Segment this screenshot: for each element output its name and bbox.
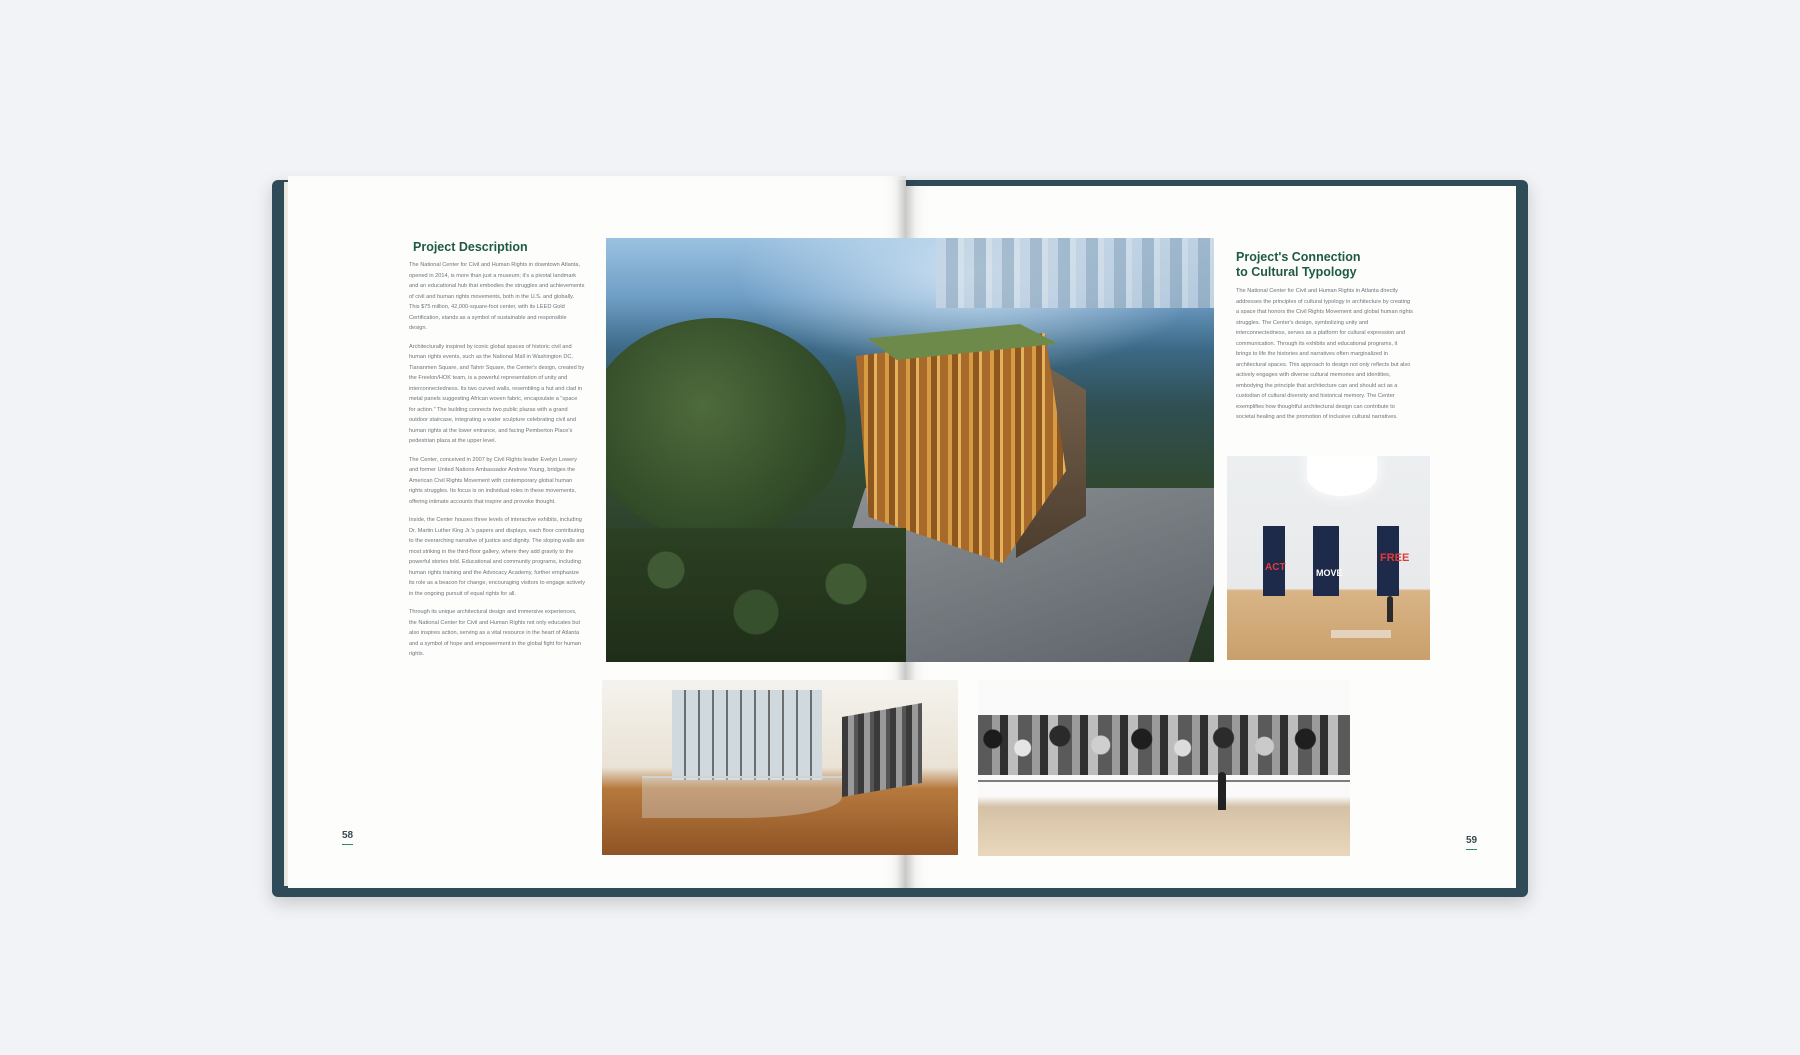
city-skyline	[936, 238, 1214, 308]
heading-line-2: to Cultural Typology	[1236, 265, 1357, 279]
visitor-figure	[1218, 772, 1226, 810]
paragraph-1: The National Center for Civil and Human Rights in downtown Atlanta, opened in 2014, is more than just a museum; it's a pivotal landmark and an educational hub that embodies the struggles and achievements of civil and human rights movements, both in the U.S. and globally. This $75 million, 42,000-square-foot center, with its LEED Gold Certification, stands as a symbol of sustainable and responsible design.	[409, 262, 585, 331]
paragraph-3: The Center, conceived in 2007 by Civil Rights leader Evelyn Lowery and former United Nations Ambassador Andrew Young, bridges the American Civil Rights Movement with contemporary global human rights struggles. Its focus is on individual roles in these movements, offering intimate accounts that inspire and provoke thought.	[409, 456, 577, 505]
portrait-mural	[978, 715, 1350, 775]
page-number-right: 59	[1466, 835, 1478, 846]
portrait-wall-photo	[978, 680, 1350, 856]
page-number-left: 58	[342, 830, 354, 841]
paragraph-4: Inside, the Center houses three levels of interactive exhibits, including Dr. Martin Luther King Jr.'s papers and displays, each floor contributing to the overarching narrative of justice and dignity. The sloping walls are most striking in the third-floor gallery, where they add gravity to the powerful stories told. Educational and community programs, including human rights training and the Advocacy Academy, further emphasize its role as a beacon for change, encouraging visitors to engage actively in the ongoing pursuit of equal rights for all.	[409, 517, 585, 597]
project-description-text	[409, 260, 585, 668]
aerial-rendering-photo	[606, 238, 1214, 662]
banner-panel-1	[1263, 526, 1285, 596]
banner-panel-2	[1313, 526, 1339, 596]
window-wall	[672, 690, 822, 780]
cultural-typology-text	[1236, 286, 1414, 431]
trees	[606, 528, 906, 662]
banner-word-1: ACT	[1265, 562, 1286, 573]
gallery-interior-photo	[1227, 456, 1430, 660]
lawn	[606, 318, 846, 538]
bench	[1331, 630, 1391, 638]
heading-line-1: Project's Connection	[1236, 250, 1361, 264]
photo-mural	[842, 703, 922, 797]
paragraph-2: Architecturally inspired by iconic global spaces of historic civil and human rights events, such as the National Mall in Washington DC, Tiananmen Square, and Tahrir Square, the Center's design, created by the Freelon/HOK team, is a powerful representation of unity and interconnectedness. Its two curved walls, resembling a hut and clad in metal panels suggesting African woven fabric, encapsulate a "space for action." The building connects two public plazas with a grand outdoor staircase, integrating a water sculpture celebrating civil and human rights at the lower entrance, and facing Pemberton Place's pedestrian plaza at the upper level.	[409, 343, 585, 444]
cultural-typology-heading	[1236, 250, 1361, 280]
typology-paragraph: The National Center for Civil and Human Rights in Atlanta directly addresses the principles of cultural typology in architecture by creating a space that honors the Civil Rights Movement and global human rights struggles. The Center's design, symbolizing unity and interconnectedness, serves as a platform for cultural expression and communication. Through its exhibits and educational programs, it brings to life the histories and narratives often marginalized in architectural spaces. This approach to design not only reflects but also actively engages with diverse cultural memories and identities, embodying the principle that architecture can and should act as a custodian of cultural diversity and historical memory. The Center exemplifies how thoughtful architectural design can contribute to societal healing and the promotion of inclusive cultural narratives.	[1236, 288, 1413, 420]
corridor-interior-photo	[602, 680, 958, 855]
banner-word-3: FREE	[1380, 552, 1410, 564]
balcony-railing	[642, 776, 842, 818]
project-description-heading: Project Description	[413, 240, 528, 254]
paragraph-5: Through its unique architectural design and immersive experiences, the National Center for Civil and Human Rights not only educates but also inspires action, serving as a vital resource in the heart of Atlanta and a symbol of hope and empowerment in the global fight for human rights.	[409, 609, 581, 657]
visitor-figure	[1387, 596, 1393, 622]
handrail	[978, 780, 1350, 782]
banner-word-2: MOVE	[1316, 568, 1343, 578]
skylight	[1307, 456, 1377, 496]
